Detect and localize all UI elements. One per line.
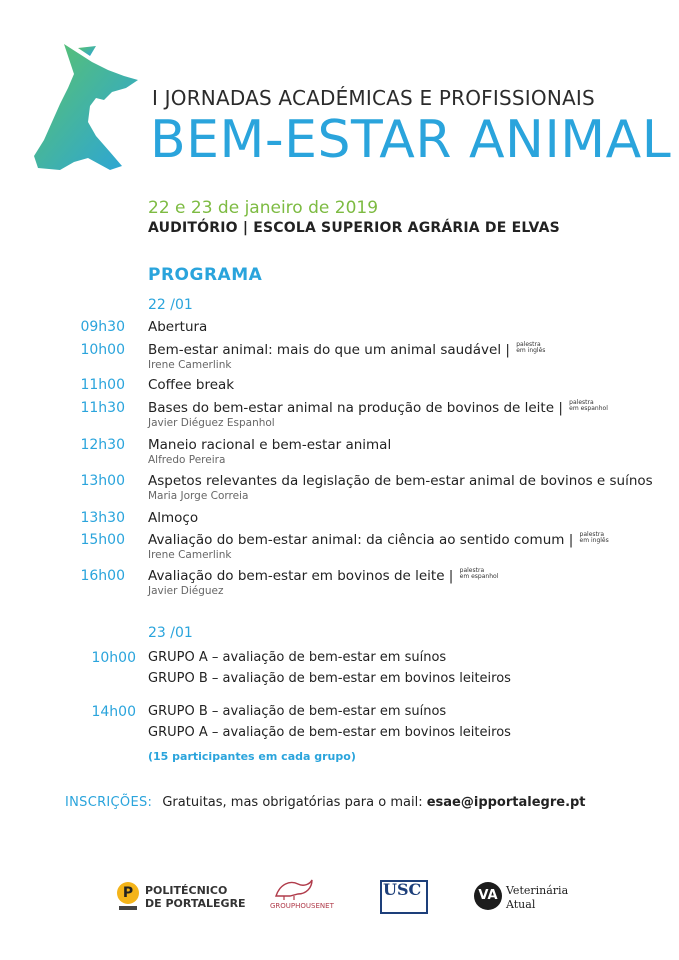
registration-label: INSCRIÇÕES: (65, 795, 153, 810)
usc-name: USC (383, 880, 422, 899)
item-note: palestra em inglês (516, 341, 546, 354)
item-time: 11h00 (80, 377, 125, 393)
item-title: Avaliação do bem-estar em bovinos de leite | (148, 568, 454, 584)
event-subtitle: I JORNADAS ACADÉMICAS E PROFISSIONAIS (152, 86, 595, 110)
va-line-2: Atual (506, 898, 536, 911)
grouphouse-logo (270, 878, 340, 918)
politecnico-mark: P (117, 882, 139, 904)
politecnico-portalegre-logo: P POLITÉCNICO DE PORTALEGRE (117, 878, 247, 918)
politecnico-bar (119, 906, 137, 910)
registration-email[interactable]: esae@ipportalegre.pt (426, 795, 586, 810)
item-speaker: Maria Jorge Correia (148, 490, 249, 502)
group-line-2: GRUPO A – avaliação de bem-estar em bovinos leiteiros (148, 725, 511, 740)
day-1-label: 22 /01 (148, 297, 193, 313)
item-title: Almoço (148, 510, 199, 526)
item-time: 15h00 (80, 532, 125, 548)
item-speaker: Irene Camerlink (148, 359, 232, 371)
item-time: 09h30 (80, 319, 125, 335)
item-time: 10h00 (80, 342, 125, 358)
item-title-wrap (148, 400, 608, 416)
event-date: 22 e 23 de janeiro de 2019 (148, 198, 379, 218)
event-title: BEM-ESTAR ANIMAL (150, 110, 672, 170)
registration-text: Gratuitas, mas obrigatórias para o mail: (162, 795, 423, 810)
item-title: Aspetos relevantes da legislação de bem-estar animal de bovinos e suínos (148, 473, 653, 489)
group-time: 10h00 (91, 650, 136, 666)
item-speaker: Irene Camerlink (148, 549, 232, 561)
event-venue: AUDITÓRIO | ESCOLA SUPERIOR AGRÁRIA DE ELVAS (148, 220, 560, 236)
item-title-wrap (148, 568, 498, 584)
item-time: 13h30 (80, 510, 125, 526)
item-note: palestra em espanhol (459, 567, 499, 580)
item-title: Bases do bem-estar animal na produção de bovinos de leite | (148, 400, 563, 416)
participants-note: (15 participantes em cada grupo) (148, 750, 356, 763)
day-2-label: 23 /01 (148, 625, 193, 641)
item-time: 11h30 (80, 400, 125, 416)
item-speaker: Alfredo Pereira (148, 454, 226, 466)
group-time: 14h00 (91, 704, 136, 720)
grouphouse-name: GROUPHOUSENET (270, 902, 334, 910)
item-title: Avaliação do bem-estar animal: da ciência ao sentido comum | (148, 532, 574, 548)
animal-silhouette-logo (30, 40, 142, 176)
item-note: palestra em espanhol (569, 399, 608, 412)
item-title: Abertura (148, 319, 208, 335)
grouphouse-icon (270, 878, 316, 902)
item-title: Bem-estar animal: mais do que um animal saudável | (148, 342, 510, 358)
item-title-wrap (148, 532, 609, 548)
item-speaker: Javier Diéguez (148, 585, 224, 597)
item-speaker: Javier Diéguez Espanhol (148, 417, 275, 429)
usc-logo (380, 878, 430, 918)
item-time: 13h00 (80, 473, 125, 489)
veterinaria-atual-logo (474, 878, 574, 918)
va-line-1: Veterinária (506, 884, 569, 897)
va-mark: VA (474, 882, 502, 910)
registration-line (65, 795, 586, 810)
item-title: Coffee break (148, 377, 235, 393)
item-title-wrap (148, 342, 545, 358)
group-line-2: GRUPO B – avaliação de bem-estar em bovinos leiteiros (148, 671, 511, 686)
group-line-1: GRUPO B – avaliação de bem-estar em suínos (148, 704, 447, 719)
item-time: 16h00 (80, 568, 125, 584)
programa-heading: PROGRAMA (148, 265, 263, 285)
item-note: palestra em inglês (579, 531, 609, 544)
item-time: 12h30 (80, 437, 125, 453)
item-title: Maneio racional e bem-estar animal (148, 437, 392, 453)
group-line-1: GRUPO A – avaliação de bem-estar em suínos (148, 650, 447, 665)
